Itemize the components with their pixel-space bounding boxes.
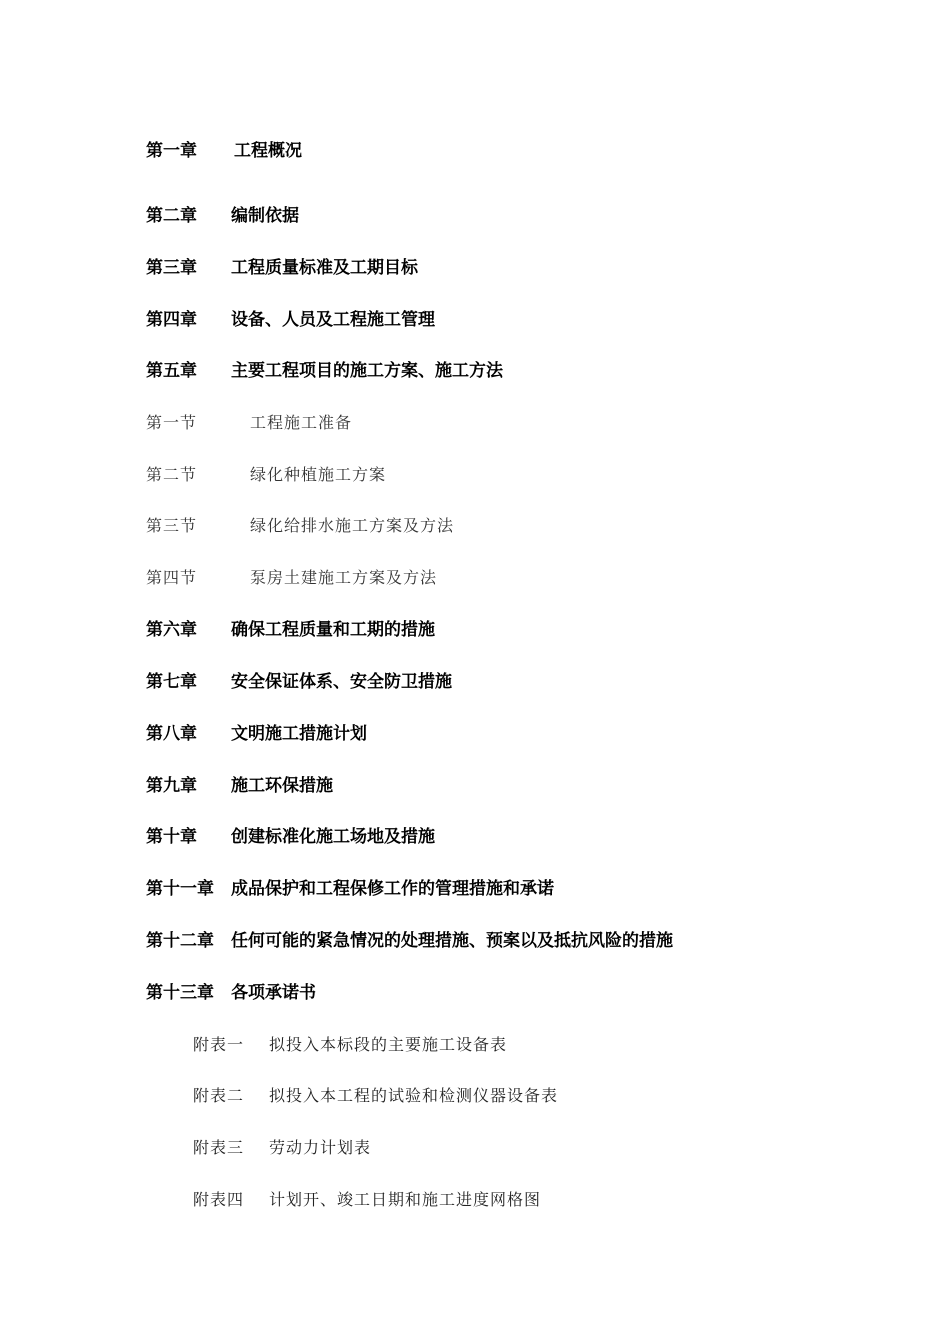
chapter-title: 工程概况 <box>234 141 302 161</box>
chapter-number: 第五章 <box>146 361 197 381</box>
section-title: 绿化种植施工方案 <box>250 465 387 484</box>
toc-chapter-8[interactable] <box>146 723 846 745</box>
chapter-number: 第一章 <box>146 141 197 161</box>
section-title: 工程施工准备 <box>250 413 353 432</box>
toc-chapter-7[interactable] <box>146 671 846 693</box>
appendix-title: 拟投入本工程的试验和检测仪器设备表 <box>269 1086 559 1105</box>
chapter-number: 第六章 <box>146 620 197 640</box>
toc-section-3[interactable] <box>146 515 846 537</box>
chapter-number: 第十一章 <box>146 879 214 899</box>
chapter-title: 设备、人员及工程施工管理 <box>231 310 435 330</box>
toc-appendix-1[interactable] <box>193 1034 843 1056</box>
chapter-title: 施工环保措施 <box>231 776 333 796</box>
appendix-number: 附表四 <box>193 1190 245 1209</box>
toc-chapter-2[interactable] <box>146 205 846 227</box>
chapter-title: 安全保证体系、安全防卫措施 <box>231 672 452 692</box>
chapter-number: 第三章 <box>146 258 197 278</box>
toc-section-1[interactable] <box>146 412 846 434</box>
toc-chapter-1[interactable] <box>146 140 846 162</box>
toc-chapter-5[interactable] <box>146 360 846 382</box>
toc-section-4[interactable] <box>146 567 846 589</box>
appendix-title: 拟投入本标段的主要施工设备表 <box>269 1035 508 1054</box>
chapter-number: 第二章 <box>146 206 197 226</box>
section-number: 第三节 <box>146 516 198 535</box>
section-title: 绿化给排水施工方案及方法 <box>250 516 455 535</box>
chapter-number: 第十二章 <box>146 931 214 951</box>
chapter-number: 第七章 <box>146 672 197 692</box>
appendix-number: 附表一 <box>193 1035 245 1054</box>
toc-chapter-12[interactable] <box>146 930 846 952</box>
section-title: 泵房土建施工方案及方法 <box>250 568 438 587</box>
chapter-title: 工程质量标准及工期目标 <box>231 258 418 278</box>
toc-chapter-9[interactable] <box>146 775 846 797</box>
section-number: 第一节 <box>146 413 198 432</box>
toc-appendix-3[interactable] <box>193 1137 843 1159</box>
chapter-title: 成品保护和工程保修工作的管理措施和承诺 <box>231 879 554 899</box>
chapter-number: 第十章 <box>146 827 197 847</box>
toc-appendix-2[interactable] <box>193 1085 843 1107</box>
toc-appendix-4[interactable] <box>193 1189 843 1211</box>
toc-chapter-10[interactable] <box>146 826 846 848</box>
toc-section-2[interactable] <box>146 464 846 486</box>
appendix-title: 劳动力计划表 <box>269 1138 372 1157</box>
section-number: 第四节 <box>146 568 198 587</box>
chapter-title: 编制依据 <box>231 206 299 226</box>
chapter-number: 第九章 <box>146 776 197 796</box>
toc-chapter-4[interactable] <box>146 309 846 331</box>
toc-chapter-3[interactable] <box>146 257 846 279</box>
appendix-number: 附表三 <box>193 1138 245 1157</box>
toc-chapter-13[interactable] <box>146 982 846 1004</box>
toc-chapter-6[interactable] <box>146 619 846 641</box>
appendix-title: 计划开、竣工日期和施工进度网格图 <box>269 1190 542 1209</box>
chapter-title: 任何可能的紧急情况的处理措施、预案以及抵抗风险的措施 <box>231 931 673 951</box>
chapter-number: 第八章 <box>146 724 197 744</box>
chapter-title: 文明施工措施计划 <box>231 724 367 744</box>
chapter-title: 确保工程质量和工期的措施 <box>231 620 435 640</box>
chapter-title: 创建标准化施工场地及措施 <box>231 827 435 847</box>
chapter-title: 各项承诺书 <box>231 983 316 1003</box>
appendix-number: 附表二 <box>193 1086 245 1105</box>
toc-chapter-11[interactable] <box>146 878 846 900</box>
section-number: 第二节 <box>146 465 198 484</box>
chapter-number: 第四章 <box>146 310 197 330</box>
chapter-number: 第十三章 <box>146 983 214 1003</box>
chapter-title: 主要工程项目的施工方案、施工方法 <box>231 361 503 381</box>
